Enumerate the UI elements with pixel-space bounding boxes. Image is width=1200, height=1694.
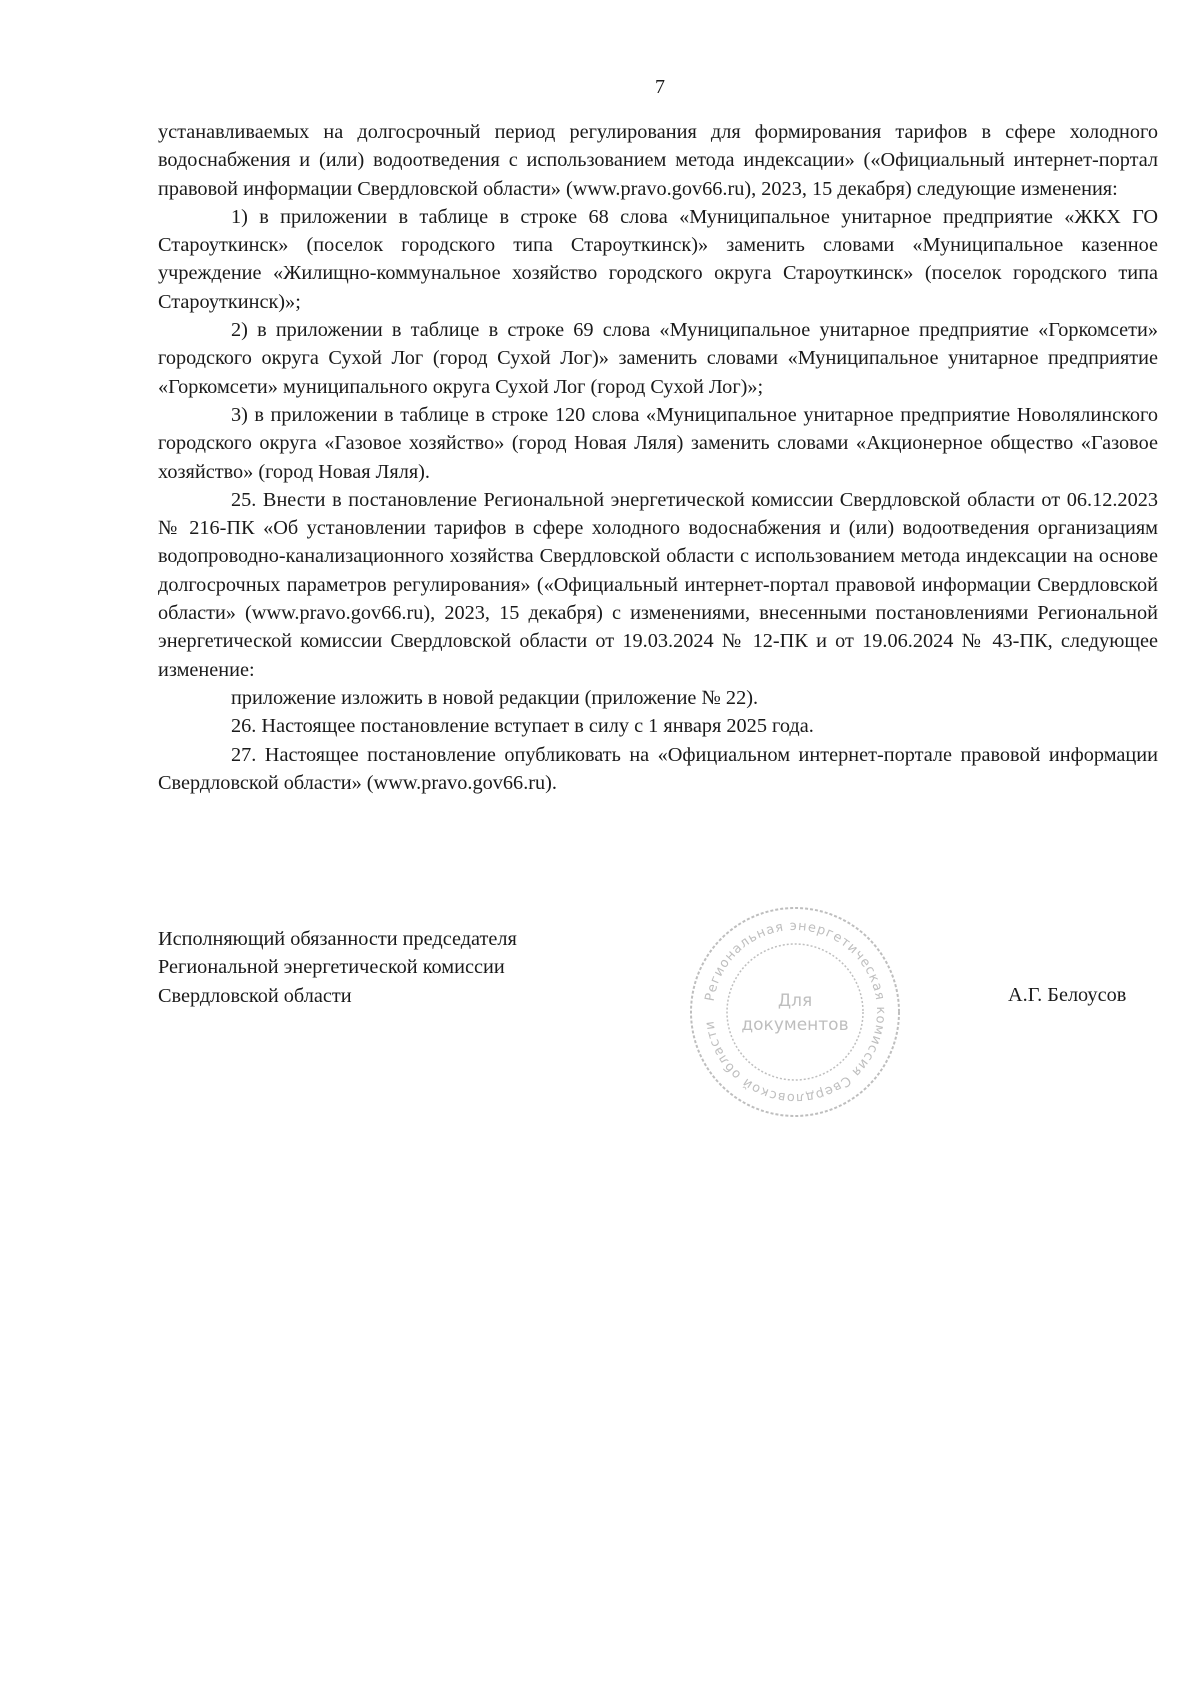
seal-center-line-1: Для	[777, 991, 813, 1011]
seal-inner-ring	[727, 944, 863, 1080]
official-seal-stamp	[685, 902, 905, 1122]
signer-name: А.Г. Белоусов	[1008, 984, 1127, 1006]
seal-ring-text: Региональная энергетическая комиссия Свердловской области	[702, 918, 889, 1106]
signer-title-line-2: Региональной энергетической комиссии	[158, 956, 505, 979]
paragraph-continuation: устанавливаемых на долгосрочный период регулирования для формирования тарифов в сфере холодного водоснабжения и (или) водоотведения с использованием метода индексации» («Официальный интернет-портал правовой информации Свердловской области» (www.pravo.gov66.ru), 2023, 15 декабря) следующие изменения:	[158, 121, 1158, 200]
page-number: 7	[655, 76, 665, 98]
paragraph-26: 26. Настоящее постановление вступает в силу с 1 января 2025 года.	[231, 715, 814, 738]
seal-outer-ring	[691, 908, 899, 1116]
signer-title-line-3: Свердловской области	[158, 984, 352, 1007]
signer-title-line-1: Исполняющий обязанности председателя	[158, 928, 517, 950]
paragraph-25-change: приложение изложить в новой редакции (приложение № 22).	[231, 686, 759, 709]
signature-block	[158, 925, 517, 1010]
document-body	[158, 118, 1158, 797]
paragraph-item-3: 3) в приложении в таблице в строке 120 слова «Муниципальное унитарное предприятие Новолялинского городского округа «Газовое хозяйство» (город Новая Ляля) заменить словами «Акционерное общество «Газовое хозяйство» (город Новая Ляля).	[158, 403, 1158, 483]
paragraph-item-1: 1) в приложении в таблице в строке 68 слова «Муниципальное унитарное предприятие «ЖКХ ГО Староуткинск» (поселок городского типа Староуткинск)» заменить словами «Муниципальное казенное учреждение «Жилищно-коммунальное хозяйство городского округа Староуткинск» (поселок городского типа Староуткинск)»;	[158, 205, 1158, 313]
seal-center-line-2: документов	[741, 1015, 849, 1035]
paragraph-25: 25. Внести в постановление Региональной энергетической комиссии Свердловской области от 06.12.2023 № 216-ПК «Об установлении тарифов в сфере холодного водоснабжения и (или) водоотведения организациям водопроводно-канализационного хозяйства Свердловской области с использованием метода индексации на основе долгосрочных параметров регулирования» («Официальный интернет-портал правовой информации Свердловской области» (www.pravo.gov66.ru), 2023, 15 декабря) с изменениями, внесенными постановлениями Региональной энергетической комиссии Свердловской области от 19.03.2024 № 12-ПК и от 19.06.2024 № 43-ПК, следующее изменение:	[158, 488, 1158, 681]
paragraph-item-2: 2) в приложении в таблице в строке 69 слова «Муниципальное унитарное предприятие «Горкомсети» городского округа Сухой Лог (город Сухой Лог)» заменить словами «Муниципальное унитарное предприятие «Горкомсети» муниципального округа Сухой Лог (город Сухой Лог)»;	[158, 319, 1158, 398]
paragraph-27: 27. Настоящее постановление опубликовать на «Официальном интернет-портале правовой информации Свердловской области» (www.pravo.gov66.ru).	[158, 743, 1158, 794]
